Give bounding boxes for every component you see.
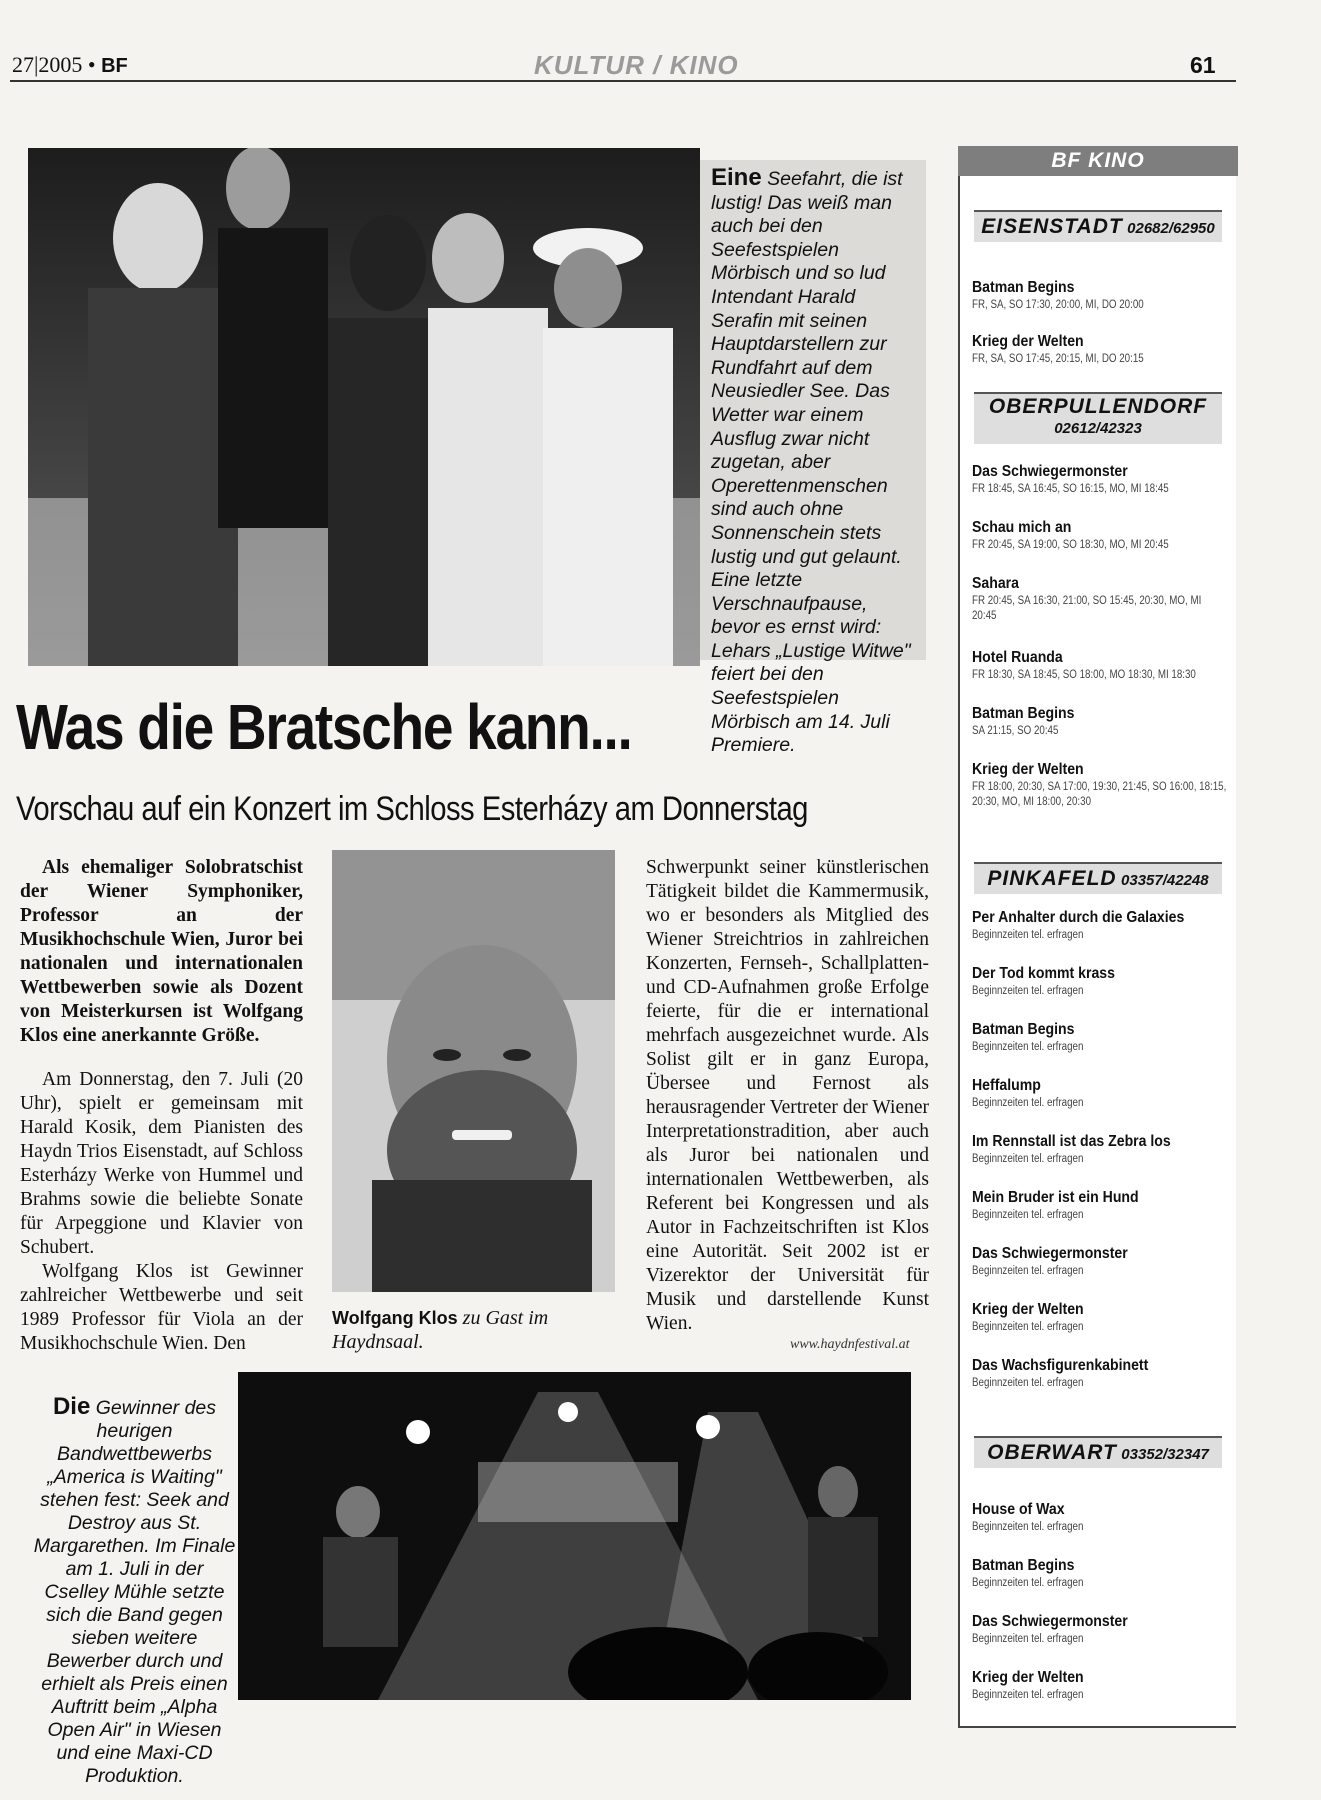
wolfgang-klos-portrait	[332, 850, 615, 1292]
brand-logo: BF	[101, 55, 128, 77]
movie-listing: Das Schwiegermonster Beginnzeiten tel. erfragen	[972, 1245, 1128, 1277]
article-column-3	[646, 856, 929, 1336]
article-lead: Als ehemaliger Solobratschist der Wiener Symphoniker, Professor an der Musikhochschule Wien, Juror bei nationalen und internationalen Wettbewerben sowie als Dozent von Meisterkursen ist Wolfgang Klos eine anerkannte Größe.	[20, 857, 303, 1046]
cinema-listings	[958, 146, 1236, 1728]
city-header-oberwart: OBERWART 03352/32347	[974, 1436, 1222, 1468]
header-divider	[10, 80, 1236, 82]
boat-party-photo	[28, 148, 700, 666]
source-link[interactable]: www.haydnfestival.at	[790, 1337, 910, 1352]
movie-listing: House of Wax Beginnzeiten tel. erfragen	[972, 1501, 1084, 1533]
movie-listing: Batman Begins Beginnzeiten tel. erfragen	[972, 1021, 1084, 1053]
movie-listing: Das Schwiegermonster FR 18:45, SA 16:45, SO 16:15, MO, MI 18:45	[972, 463, 1169, 495]
portrait-caption: Wolfgang Klos zu Gast im Haydnsaal.	[332, 1307, 549, 1353]
movie-listing: Das Schwiegermonster Beginnzeiten tel. erfragen	[972, 1613, 1128, 1645]
city-header-pinkafeld: PINKAFELD 03357/42248	[974, 862, 1222, 894]
issue-date: 27|2005 • BF	[12, 52, 128, 77]
article-paragraph: Wolfgang Klos ist Gewinner zahlreicher Wettbewerbe und seit 1989 Professor für Viola an der Musikhochschule Wien. Den	[20, 1261, 303, 1354]
article-column-1	[20, 856, 303, 1356]
movie-listing: Der Tod kommt krass Beginnzeiten tel. erfragen	[972, 965, 1115, 997]
section-title: KULTUR / KINO	[534, 50, 739, 80]
movie-listing: Krieg der Welten FR 18:00, 20:30, SA 17:00, 19:30, 21:45, SO 16:00, 18:15, 20:30, MO, MI 18:00, 20:30	[972, 761, 1227, 808]
movie-listing: Krieg der Welten FR, SA, SO 17:45, 20:15, MI, DO 20:15	[972, 333, 1144, 365]
article-headline: Was die Bratsche kann...	[16, 691, 632, 763]
article-paragraph: Am Donnerstag, den 7. Juli (20 Uhr), spielt er gemeinsam mit Harald Kosik, dem Pianisten des Haydn Trios Eisenstadt, auf Schloss Esterházy Werke von Hummel und Brahms sowie die beliebte Sonate für Arpeggione und Klavier von Schubert.	[20, 1069, 303, 1258]
movie-listing: Batman Begins FR, SA, SO 17:30, 20:00, MI, DO 20:00	[972, 279, 1144, 311]
article-paragraph: Schwerpunkt seiner künstlerischen Tätigkeit bildet die Kammermusik, wo er besonders als Mitglied des Wiener Streichtrios in zahlreichen Konzerten, Fernseh-, Schallplatten- und CD-Aufnahmen große Erfolge feierte, für die er international mehrfach ausgezeichnet wurde. Als Solist gilt er in ganz Europa, Übersee und Fernost als herausragender Vertreter der Wiener Interpretationstradition, aber auch als Juror bei nationalen und internationalen Wettbewerben, als Referent bei Kongressen und als Autor in Fachzeitschriften ist Klos eine Autorität. Seit 2002 ist er Vizerektor der Universität für Musik und darstellende Kunst Wien.	[646, 857, 929, 1334]
movie-listing: Das Wachsfigurenkabinett Beginnzeiten tel. erfragen	[972, 1357, 1149, 1389]
page-number: 61	[1190, 52, 1216, 78]
band-caption: Die Gewinner des heurigen Bandwettbewerbs „America is Waiting" stehen fest: Seek and Destroy aus St. Margarethen. Im Finale am 1. Juli in der Cselley Mühle setzte sich die Band gegen sieben weitere Bewerber durch und erhielt als Preis einen Auftritt beim „Alpha Open Air" in Wiesen und eine Maxi-CD Produktion.	[33, 1393, 236, 1787]
movie-listing: Mein Bruder ist ein Hund Beginnzeiten tel. erfragen	[972, 1189, 1139, 1221]
movie-listing: Sahara FR 20:45, SA 16:30, 21:00, SO 15:45, 20:30, MO, MI 20:45	[972, 575, 1202, 622]
movie-listing: Im Rennstall ist das Zebra los Beginnzeiten tel. erfragen	[972, 1133, 1171, 1165]
band-concert-photo	[238, 1372, 911, 1700]
city-header-eisenstadt: EISENSTADT 02682/62950	[974, 210, 1222, 242]
article-subheadline: Vorschau auf ein Konzert im Schloss Esterházy am Donnerstag	[16, 790, 808, 828]
movie-listing: Per Anhalter durch die Galaxies Beginnzeiten tel. erfragen	[972, 909, 1185, 941]
movie-listing: Batman Begins Beginnzeiten tel. erfragen	[972, 1557, 1084, 1589]
boat-caption: Eine Seefahrt, die ist lustig! Das weiß man auch bei den Seefestspielen Mörbisch und so lud Intendant Harald Serafin mit seinen Hauptdarstellern zur Rundfahrt auf dem Neusiedler See. Das Wetter war einem Ausflug zwar nicht zugetan, aber Operettenmenschen sind auch ohne Sonnenschein stets lustig und gut gelaunt. Eine letzte Verschnaufpause, bevor es ernst wird: Lehars „Lustige Witwe" feiert bei den Seefestspielen Mörbisch am 14. Juli Premiere.	[711, 164, 911, 757]
movie-listing: Heffalump Beginnzeiten tel. erfragen	[972, 1077, 1084, 1109]
cinema-header: BF KINO	[958, 146, 1238, 176]
movie-listing: Schau mich an FR 20:45, SA 19:00, SO 18:30, MO, MI 20:45	[972, 519, 1169, 551]
movie-listing: Krieg der Welten Beginnzeiten tel. erfragen	[972, 1669, 1084, 1701]
movie-listing: Hotel Ruanda FR 18:30, SA 18:45, SO 18:00, MO 18:30, MI 18:30	[972, 649, 1196, 681]
city-header-oberpullendorf: OBERPULLENDORF 02612/42323	[974, 392, 1222, 444]
movie-listing: Krieg der Welten Beginnzeiten tel. erfragen	[972, 1301, 1084, 1333]
movie-listing: Batman Begins SA 21:15, SO 20:45	[972, 705, 1075, 737]
